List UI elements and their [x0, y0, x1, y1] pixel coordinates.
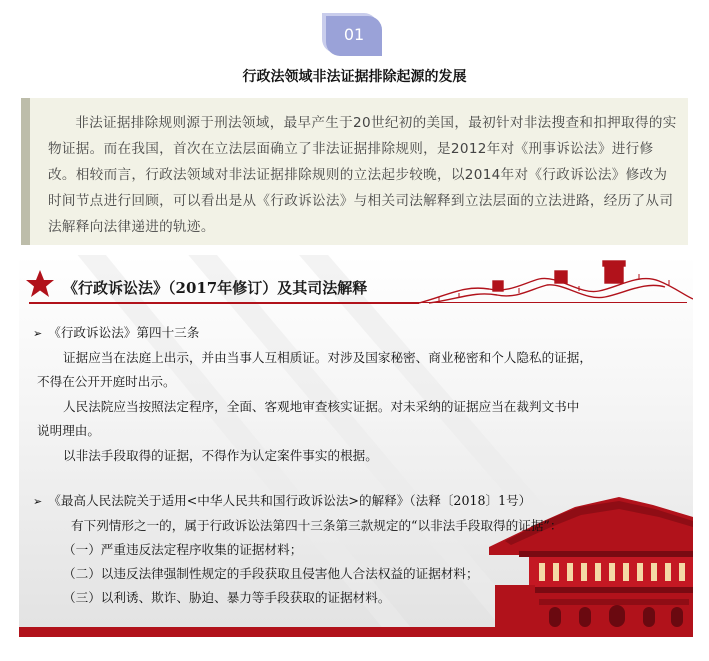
interpretation-heading-text: 《最高人民法院关于适用<中华人民共和国行政诉讼法>的解释》（法释〔2018〕1号） [48, 493, 532, 508]
interpretation-item: （一）严重违反法定程序收集的证据材料； [63, 542, 303, 557]
article-text: 不得在公开开庭时出示。 [37, 374, 176, 389]
section-number-badge [326, 16, 382, 56]
title-rule-thin [417, 302, 687, 303]
article-text: 人民法院应当按照法定程序，全面、客观地审查核实证据。对未采纳的证据应当在裁判文书中 [63, 399, 580, 414]
intro-line: 非法证据排除规则源于刑法领域，最早产生于20世纪初的美国，最初针对非法搜查和扣押 [75, 115, 622, 131]
card-bottom-band [19, 627, 693, 637]
intro-line: 取得的实物证据。而在我国，首次在立法层面确立了非法证据排除规则，是2012年对《刑事 [48, 115, 677, 157]
interpretation-heading [33, 490, 531, 509]
card-title: 《行政诉讼法》（2017年修订）及其司法解释 [63, 279, 368, 297]
bullet-arrow-icon: ➢ [33, 495, 43, 508]
section-title: 行政法领域非法证据排除起源的发展 [242, 69, 467, 85]
interpretation-intro: 有下列情形之一的，属于行政诉讼法第四十三条第三款规定的“以非法手段取得的证据”： [71, 518, 563, 533]
article-text: 说明理由。 [37, 423, 100, 438]
intro-line: 对《行政诉讼法》修改为时间节点进行回顾，可以看出是从《行政诉讼法》与相关司法解释到 [48, 167, 668, 209]
law-card [19, 255, 693, 637]
article-heading [33, 322, 199, 341]
article-text: 以非法手段取得的证据，不得作为认定案件事实的根据。 [63, 448, 378, 463]
article-text: 证据应当在法庭上出示，并由当事人互相质证。对涉及国家秘密、商业秘密和个人隐私的证据， [63, 350, 592, 365]
article-heading-text: 《行政诉讼法》第四十三条 [48, 325, 200, 340]
intro-line: 立法层面的立法进路，经历了从司法解释向法律递进的轨迹。 [48, 193, 674, 235]
section-number: 01 [343, 25, 365, 44]
red-star-icon [25, 269, 55, 299]
interpretation-item: （二）以违反法律强制性规定的手段获取且侵害他人合法权益的证据材料； [63, 566, 479, 581]
intro-paragraph [48, 110, 680, 240]
bullet-arrow-icon: ➢ [33, 327, 43, 340]
title-rule [29, 302, 419, 304]
intro-box [21, 98, 688, 245]
intro-line: 诉讼法》进行修改。相较而言，行政法领域对非法证据排除规则的立法起步较晚，以2014年 [48, 141, 654, 183]
interpretation-item: （三）以利诱、欺诈、胁迫、暴力等手段获取的证据材料。 [63, 590, 391, 605]
